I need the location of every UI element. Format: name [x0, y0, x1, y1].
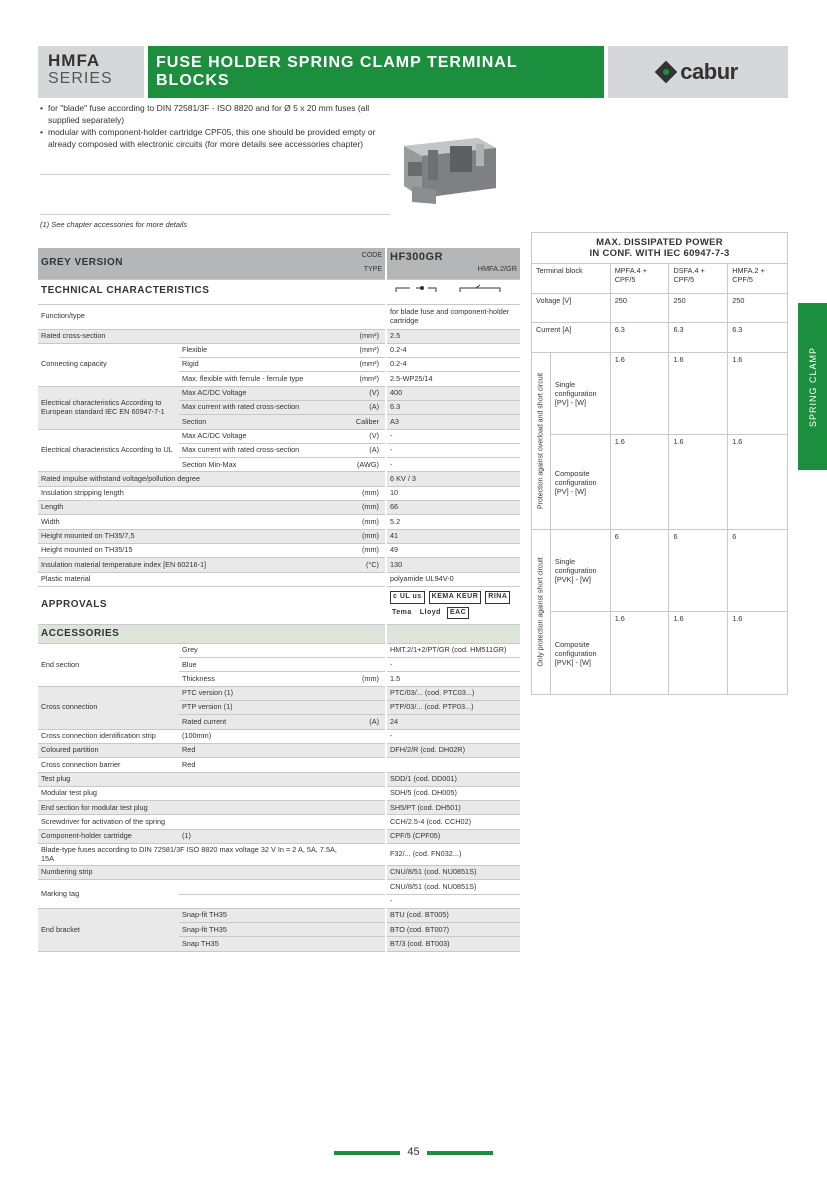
composite-pv-value: 1.6 — [728, 435, 788, 530]
row-value: 2.5 — [386, 329, 520, 343]
row-sublabel: Snap-fit TH35 — [179, 908, 349, 922]
row-value: CCH/2.5-4 (cod. CCH02) — [386, 815, 520, 829]
row-unit: (°C) — [349, 558, 386, 572]
row-label: Rated impulse withstand voltage/pollution degree — [38, 472, 349, 486]
row-value: 2.5-WP25/14 — [386, 372, 520, 386]
single-pv-label: Single configuration [PV] - [W] — [550, 353, 610, 435]
accessory-row — [38, 801, 520, 815]
row-label: Insulation material temperature index [EN 60216-1] — [38, 558, 349, 572]
row-label: Electrical characteristics According to UL — [38, 429, 179, 472]
brand-name: cabur — [680, 59, 738, 84]
product-code: HF300GR — [390, 250, 444, 263]
group-short-circuit — [532, 530, 551, 695]
row-value: CPF/5 (CPF05) — [386, 829, 520, 843]
row-sublabel: Max AC/DC Voltage — [179, 429, 349, 443]
row-unit — [349, 572, 386, 586]
row-label: Component-holder cartridge — [38, 829, 179, 843]
accessory-row — [38, 866, 520, 880]
row-sublabel: Rigid — [179, 358, 349, 372]
row-value: for blade fuse and component-holder cartridge — [386, 304, 520, 329]
spec-row — [38, 501, 520, 515]
code-label: CODE — [361, 252, 382, 260]
row-unit — [349, 758, 386, 772]
col-header: HMFA.2 + CPF/5 — [728, 264, 788, 294]
approvals-title: APPROVALS — [38, 586, 386, 624]
spec-row — [38, 304, 520, 329]
single-pvk-label: Single configuration [PVK] - [W] — [550, 530, 610, 612]
current-value: 6.3 — [669, 323, 728, 353]
product-code-cell — [386, 248, 520, 279]
row-unit: Caliber — [349, 415, 386, 429]
row-value: 66 — [386, 501, 520, 515]
rina-cert-icon: RINA — [485, 591, 510, 604]
row-value: CNU/8/51 (cod. NU0851S) — [386, 880, 520, 894]
row-unit: (mm) — [349, 486, 386, 500]
spec-row — [38, 386, 520, 400]
row-value: 10 — [386, 486, 520, 500]
row-value: 6 KV / 3 — [386, 472, 520, 486]
row-label: Rated cross-section — [38, 329, 349, 343]
row-value: SDD/1 (cod. DD001) — [386, 772, 520, 786]
approvals-logos — [386, 586, 520, 624]
row-value — [386, 758, 520, 772]
series-code: HMFA — [48, 51, 101, 70]
row-label: Electrical characteristics According to European standard IEC EN 60947-7-1 — [38, 386, 179, 429]
accessory-row — [38, 815, 520, 829]
row-label: Connecting capacity — [38, 343, 179, 386]
row-value: - — [386, 443, 520, 457]
spec-row — [38, 572, 520, 586]
row-value: - — [386, 729, 520, 743]
accessory-row — [38, 908, 520, 922]
tema-cert-icon: Tema — [392, 608, 412, 616]
row-value: 49 — [386, 543, 520, 557]
row-unit — [349, 701, 386, 715]
row-unit — [349, 937, 386, 951]
row-unit: (mm) — [349, 672, 386, 686]
row-value: CNU/8/51 (cod. NU0851S) — [386, 866, 520, 880]
row-unit — [349, 772, 386, 786]
row-value: 1.5 — [386, 672, 520, 686]
single-pv-value: 1.6 — [610, 353, 669, 435]
composite-pvk-value: 1.6 — [728, 612, 788, 695]
wiring-diagram-icon — [390, 284, 510, 296]
composite-pvk-value: 1.6 — [669, 612, 728, 695]
footer-line-right — [427, 1151, 493, 1155]
spec-row — [38, 558, 520, 572]
brand-logo — [608, 46, 788, 98]
row-sublabel: Section — [179, 415, 349, 429]
row-unit: (A) — [349, 400, 386, 414]
row-value: F32/... (cod. FN032...) — [386, 844, 520, 866]
row-unit: (V) — [349, 386, 386, 400]
row-label: End section — [38, 643, 179, 686]
row-label: End section for modular test plug — [38, 801, 349, 815]
row-value: BT/3 (cod. BT003) — [386, 937, 520, 951]
series-box — [38, 46, 144, 98]
accessory-row — [38, 729, 520, 743]
row-label: End bracket — [38, 908, 179, 951]
row-value: HMT.2/1+2/PT/GR (cod. HM511GR) — [386, 643, 520, 657]
composite-pv-label: Composite configuration [PV] - [W] — [550, 435, 610, 530]
row-label: Test plug — [38, 772, 349, 786]
row-unit: (A) — [349, 715, 386, 729]
composite-pv-value: 1.6 — [669, 435, 728, 530]
row-label: Width — [38, 515, 349, 529]
row-value: BTO (cod. BT007) — [386, 923, 520, 937]
page-title: FUSE HOLDER SPRING CLAMP TERMINAL BLOCKS — [148, 46, 604, 98]
row-unit — [349, 923, 386, 937]
row-sublabel: PTP version (1) — [179, 701, 349, 715]
row-sublabel: PTC version (1) — [179, 686, 349, 700]
row-sublabel: Snap TH35 — [179, 937, 349, 951]
feature-item: • for "blade" fuse according to DIN 72581/3F - ISO 8820 and for Ø 5 x 20 mm fuses (all supplied separately) — [40, 103, 390, 126]
row-value: SH5/PT (cod. DH501) — [386, 801, 520, 815]
row-value: 6.3 — [386, 400, 520, 414]
row-value: - — [386, 429, 520, 443]
divider — [40, 174, 390, 175]
accessory-row — [38, 786, 520, 800]
row-unit — [349, 729, 386, 743]
power-title — [532, 233, 788, 264]
composite-pvk-label: Composite configuration [PVK] - [W] — [550, 612, 610, 695]
code-type-labels — [349, 248, 386, 279]
row-sublabel: Flexible — [179, 343, 349, 357]
row-unit — [349, 866, 386, 880]
row-sublabel: Thickness — [179, 672, 349, 686]
row-sublabel — [179, 894, 349, 908]
single-pv-value: 1.6 — [669, 353, 728, 435]
row-label: Modular test plug — [38, 786, 349, 800]
row-value: 130 — [386, 558, 520, 572]
group-overload — [532, 353, 551, 530]
wiring-symbol — [386, 279, 520, 304]
current-value: 6.3 — [610, 323, 669, 353]
row-sublabel: Red — [179, 743, 349, 757]
spec-row — [38, 529, 520, 543]
accessory-row — [38, 772, 520, 786]
row-value: 400 — [386, 386, 520, 400]
eac-cert-icon: EAC — [447, 607, 469, 620]
row-sublabel: Max current with rated cross-section — [179, 443, 349, 457]
single-pvk-value: 6 — [728, 530, 788, 612]
row-unit — [349, 844, 386, 866]
row-sublabel: Snap-fit TH35 — [179, 923, 349, 937]
type-label: TYPE — [363, 265, 382, 273]
row-unit: (mm) — [349, 543, 386, 557]
col-header: DSFA.4 + CPF/5 — [669, 264, 728, 294]
row-unit — [349, 894, 386, 908]
row-value: BTU (cod. BT005) — [386, 908, 520, 922]
row-sublabel: (100mm) — [179, 729, 349, 743]
row-unit: (A) — [349, 443, 386, 457]
row-value: - — [386, 894, 520, 908]
logo-mark-icon — [655, 61, 678, 84]
spec-row — [38, 472, 520, 486]
row-label: Height mounted on TH35/15 — [38, 543, 349, 557]
voltage-value: 250 — [728, 294, 788, 323]
row-value: DFH/2/R (cod. DH02R) — [386, 743, 520, 757]
row-sublabel: Red — [179, 758, 349, 772]
row-unit — [349, 880, 386, 894]
composite-pv-value: 1.6 — [610, 435, 669, 530]
row-unit: (V) — [349, 429, 386, 443]
accessories-title-blank — [386, 624, 520, 643]
accessory-row — [38, 829, 520, 843]
series-word: SERIES — [48, 70, 113, 87]
row-value: 0.2-4 — [386, 343, 520, 357]
row-value: SDH/5 (cod. DH005) — [386, 786, 520, 800]
row-label: Insulation stripping length — [38, 486, 349, 500]
row-value: polyamide UL94V-0 — [386, 572, 520, 586]
row-value: 5.2 — [386, 515, 520, 529]
power-table — [531, 232, 788, 695]
row-label: Cross connection barrier — [38, 758, 179, 772]
row-unit — [349, 686, 386, 700]
row-unit — [349, 743, 386, 757]
accessories-title: ACCESSORIES — [38, 624, 386, 643]
feature-list — [40, 103, 390, 151]
row-unit — [349, 658, 386, 672]
group-overload-label: Protection against overload and short circuit — [537, 372, 545, 510]
specs-table — [38, 248, 520, 952]
row-sublabel: Max current with rated cross-section — [179, 400, 349, 414]
row-unit: (mm) — [349, 515, 386, 529]
row-label: Plastic material — [38, 572, 349, 586]
ul-cert-icon: c UL us — [390, 591, 425, 604]
row-label: Cross connection identification strip — [38, 729, 179, 743]
spec-row — [38, 543, 520, 557]
row-unit — [349, 908, 386, 922]
lloyd-cert-icon: Lloyd — [419, 608, 441, 616]
row-unit — [349, 472, 386, 486]
row-label: Marking tag — [38, 880, 179, 909]
row-unit — [349, 815, 386, 829]
row-unit: (mm²) — [349, 329, 386, 343]
composite-pvk-value: 1.6 — [610, 612, 669, 695]
voltage-label: Voltage [V] — [532, 294, 611, 323]
row-sublabel: Max AC/DC Voltage — [179, 386, 349, 400]
footer-line-left — [334, 1151, 400, 1155]
group-short-circuit-label: Only protection against short circuit — [537, 557, 545, 667]
product-type: HMFA.2/GR — [477, 264, 517, 274]
row-sublabel: Max. flexible with ferrule - ferrule type — [179, 372, 349, 386]
row-unit — [349, 829, 386, 843]
current-value: 6.3 — [728, 323, 788, 353]
tech-title: TECHNICAL CHARACTERISTICS — [38, 279, 386, 304]
terminal-block-label: Terminal block — [532, 264, 611, 294]
voltage-value: 250 — [610, 294, 669, 323]
row-unit — [349, 304, 386, 329]
row-label: Blade-type fuses according to DIN 72581/3F ISO 8820 max voltage 32 V In = 2 A, 5A, 7.5A, 15A — [38, 844, 349, 866]
row-label: Height mounted on TH35/7,5 — [38, 529, 349, 543]
row-unit — [349, 801, 386, 815]
row-label: Cross connection — [38, 686, 179, 729]
divider — [40, 214, 390, 215]
kema-cert-icon: KEMA KEUR — [429, 591, 482, 604]
spec-row — [38, 486, 520, 500]
row-value: - — [386, 658, 520, 672]
accessory-row — [38, 880, 520, 894]
accessory-row — [38, 643, 520, 657]
row-label: Screwdriver for activation of the spring — [38, 815, 349, 829]
current-label: Current [A] — [532, 323, 611, 353]
spec-row — [38, 429, 520, 443]
product-image — [398, 128, 502, 206]
feature-item: • modular with component-holder cartridge CPF05, this one should be provided empty or already composed with electronic circuits (for more details see accessories chapter) — [40, 127, 390, 150]
power-title-line2: IN CONF. WITH IEC 60947-7-3 — [589, 248, 730, 259]
accessory-row — [38, 743, 520, 757]
row-label: Function/type — [38, 304, 349, 329]
spec-row — [38, 329, 520, 343]
row-unit: (AWG) — [349, 458, 386, 472]
col-header: MPFA.4 + CPF/5 — [610, 264, 669, 294]
row-value: A3 — [386, 415, 520, 429]
row-sublabel: Rated current — [179, 715, 349, 729]
page-number: 45 — [407, 1146, 420, 1158]
row-sublabel: Section Min-Max — [179, 458, 349, 472]
footnote: (1) See chapter accessories for more details — [40, 220, 188, 229]
row-value: PTP/03/... (cod. PTP03...) — [386, 701, 520, 715]
row-unit — [349, 786, 386, 800]
grey-version-label: GREY VERSION — [38, 248, 349, 279]
row-unit — [349, 643, 386, 657]
row-unit: (mm) — [349, 529, 386, 543]
single-pvk-value: 6 — [610, 530, 669, 612]
single-pvk-value: 6 — [669, 530, 728, 612]
side-tab — [798, 303, 827, 470]
voltage-value: 250 — [669, 294, 728, 323]
row-unit: (mm) — [349, 501, 386, 515]
accessory-row — [38, 686, 520, 700]
row-sublabel: (1) — [179, 829, 349, 843]
row-value: PTC/03/... (cod. PTC03...) — [386, 686, 520, 700]
power-title-line1: MAX. DISSIPATED POWER — [596, 237, 723, 248]
row-sublabel: Grey — [179, 643, 349, 657]
row-label: Coloured partition — [38, 743, 179, 757]
row-label: Numbering strip — [38, 866, 349, 880]
row-value: 24 — [386, 715, 520, 729]
row-label: Length — [38, 501, 349, 515]
row-value: 41 — [386, 529, 520, 543]
row-sublabel — [179, 880, 349, 894]
spec-row — [38, 515, 520, 529]
spec-row — [38, 343, 520, 357]
row-unit: (mm²) — [349, 358, 386, 372]
accessory-row — [38, 844, 520, 866]
row-value: 0.2-4 — [386, 358, 520, 372]
row-unit: (mm²) — [349, 343, 386, 357]
side-tab-label: SPRING CLAMP — [807, 346, 818, 427]
row-sublabel: Blue — [179, 658, 349, 672]
single-pv-value: 1.6 — [728, 353, 788, 435]
row-value: - — [386, 458, 520, 472]
accessory-row — [38, 758, 520, 772]
row-unit: (mm²) — [349, 372, 386, 386]
